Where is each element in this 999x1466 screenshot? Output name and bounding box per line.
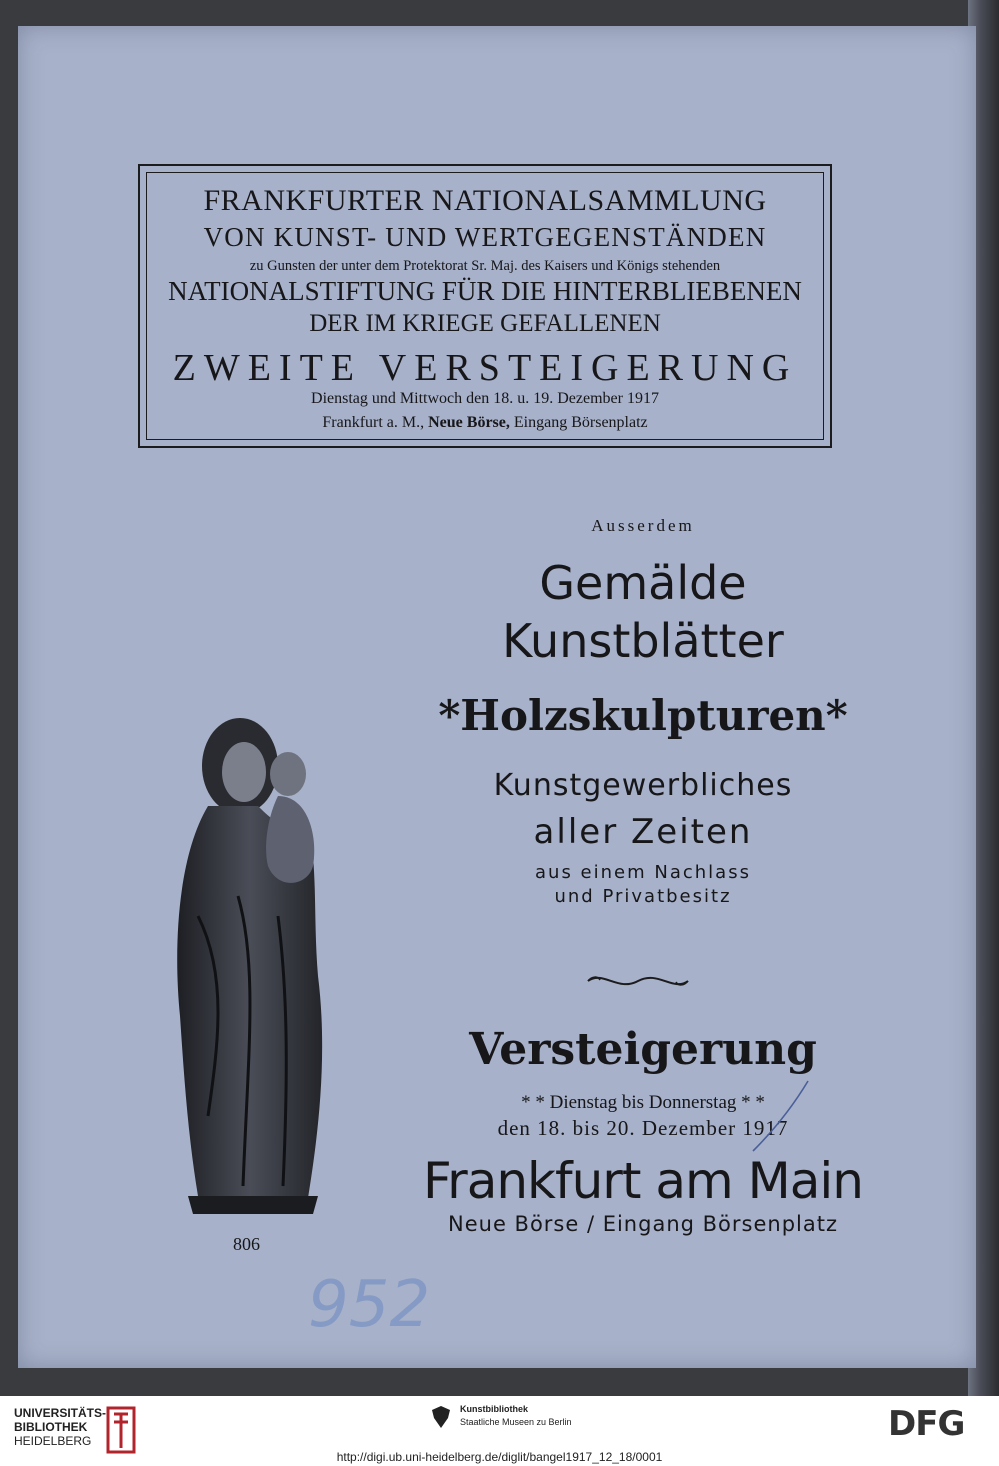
staatliche-museen-label: Staatliche Museen zu Berlin	[460, 1417, 572, 1427]
city-heading: Frankfurt am Main	[423, 1152, 863, 1210]
title-box	[138, 164, 832, 448]
svg-text:952: 952	[308, 1268, 431, 1342]
privatbesitz-line: und Privatbesitz	[554, 886, 732, 907]
ub-heidelberg-logo-text: UNIVERSITÄTS- BIBLIOTHEK HEIDELBERG	[14, 1406, 107, 1448]
nachlass-line: aus einem Nachlass	[535, 862, 751, 883]
madonna-statue-image	[168, 716, 340, 1214]
ornament-divider	[578, 966, 698, 996]
auction-days: * * Dienstag bis Donnerstag * *	[521, 1092, 765, 1113]
pencil-mark	[748, 1076, 818, 1156]
holzskulpturen-heading: *Holzskulpturen*	[438, 691, 848, 740]
permalink-url[interactable]: http://digi.ub.uni-heidelberg.de/diglit/bangel1917_12_18/0001	[336, 1450, 663, 1464]
dfg-logo: DFG	[888, 1404, 965, 1444]
versteigerung-heading: Versteigerung	[469, 1024, 817, 1075]
title-line-4: NATIONALSTIFTUNG FÜR DIE HINTERBLIEBENEN	[168, 276, 802, 306]
gemaelde-heading: Gemälde	[539, 556, 747, 610]
auction-dates: den 18. bis 20. Dezember 1917	[497, 1116, 789, 1140]
title-location: Frankfurt a. M., Neue Börse, Eingang Börsenplatz	[322, 414, 648, 431]
title-line-3: zu Gunsten der unter dem Protektorat Sr. Maj. des Kaisers und Königs stehenden	[249, 258, 721, 274]
kunstbibliothek-label: Kunstbibliothek	[460, 1404, 528, 1414]
catalogue-cover	[18, 26, 976, 1368]
ub-heidelberg-logo-icon	[104, 1404, 138, 1456]
title-dates: Dienstag und Mittwoch den 18. u. 19. Dezember 1917	[311, 390, 659, 407]
title-line-5: DER IM KRIEGE GEFALLENEN	[309, 310, 661, 337]
kunstbibliothek-eagle-icon	[430, 1404, 452, 1430]
ausserdem-label: Ausserdem	[591, 516, 695, 535]
figure-number: 806	[233, 1234, 260, 1254]
aller-zeiten-heading: aller Zeiten	[533, 812, 753, 852]
handwritten-number	[298, 1256, 528, 1356]
kunstgewerbliches-heading: Kunstgewerbliches	[493, 768, 793, 803]
venue-line: Neue Börse / Eingang Börsenplatz	[448, 1212, 838, 1236]
title-line-1: FRANKFURTER NATIONALSAMMLUNG	[203, 184, 767, 217]
title-auction-heading: ZWEITE VERSTEIGERUNG	[172, 347, 798, 389]
title-line-2: VON KUNST- UND WERTGEGENSTÄNDEN	[203, 222, 767, 252]
kunstblaetter-heading: Kunstblätter	[502, 614, 784, 668]
